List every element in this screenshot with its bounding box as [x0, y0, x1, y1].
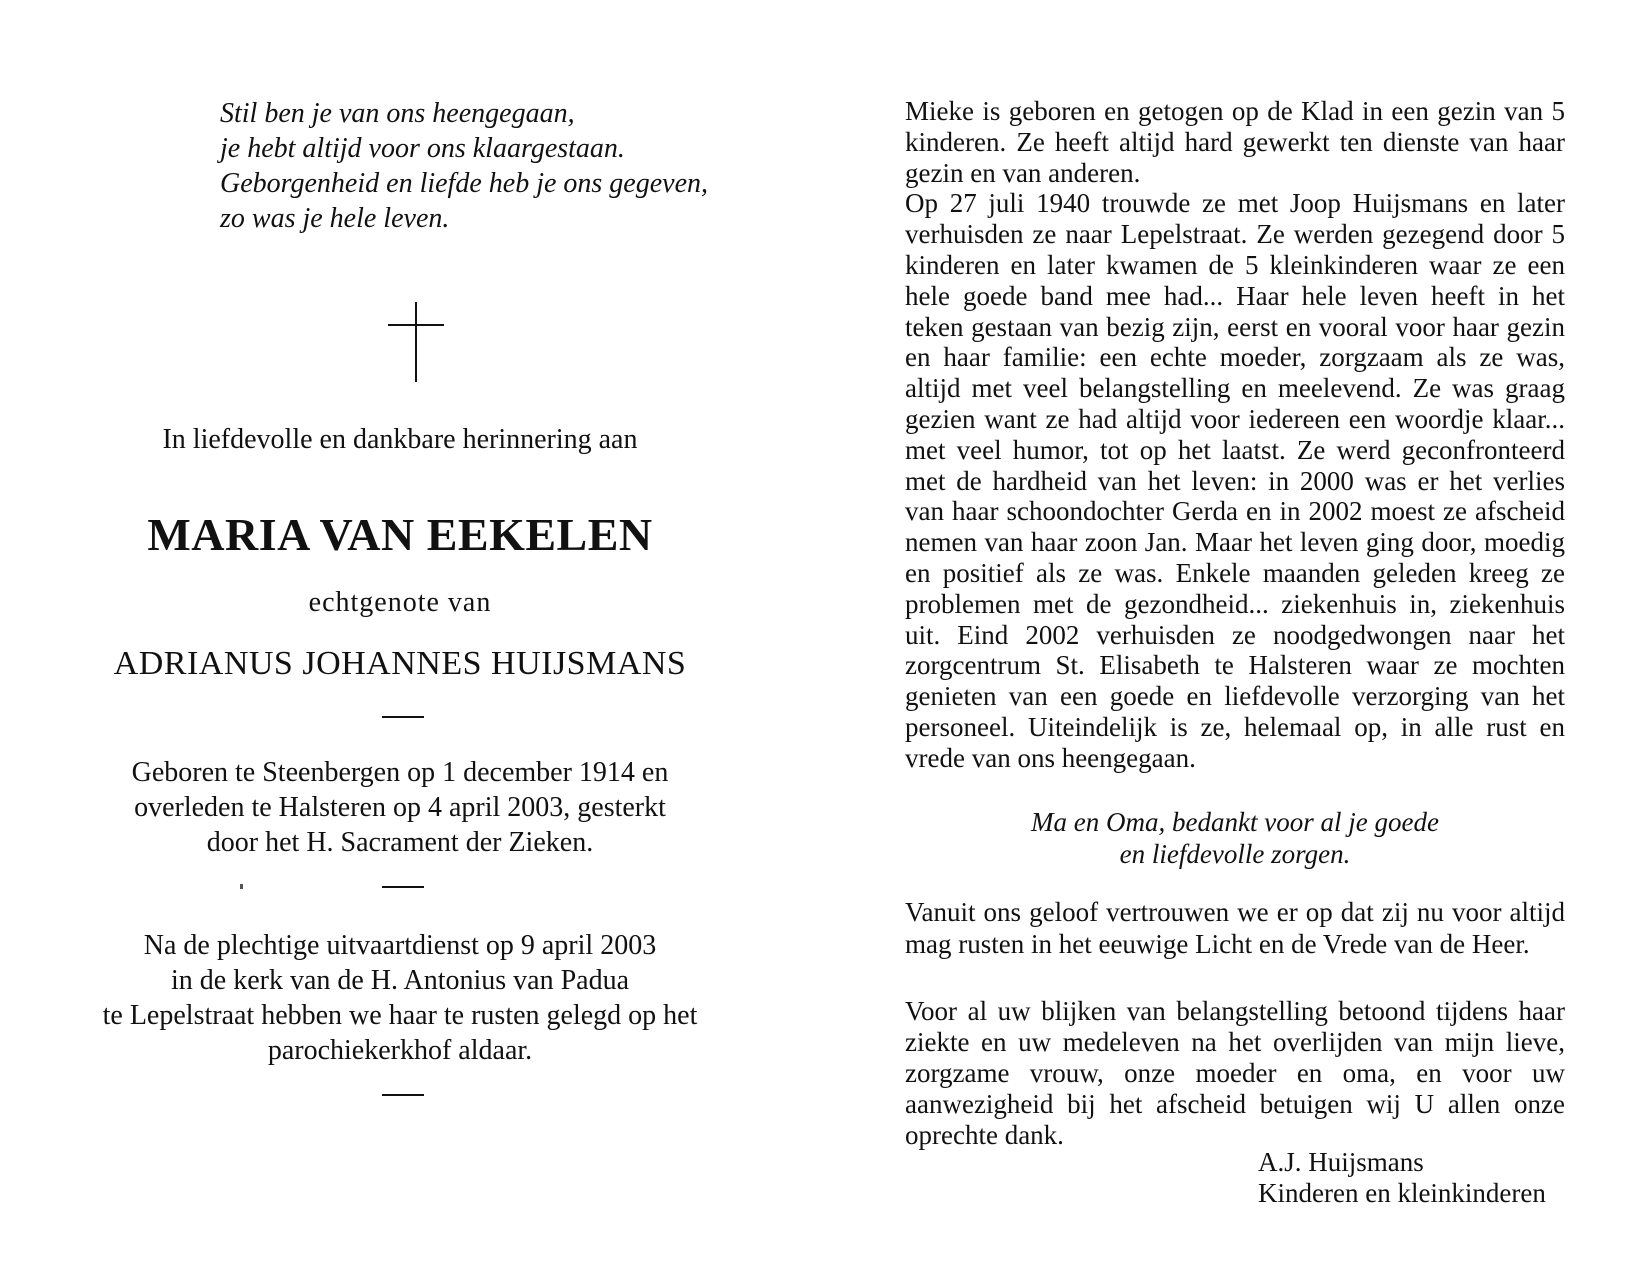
signature-line: Kinderen en kleinkinderen: [1258, 1177, 1546, 1208]
divider: [382, 886, 424, 888]
divider: [382, 1094, 424, 1096]
faith-statement: Vanuit ons geloof vertrouwen we er op dat zij nu voor altijd mag rusten in het eeuwige Licht en de Vrede van de Heer.: [905, 896, 1565, 959]
cross-icon: [388, 302, 444, 382]
divider: [382, 716, 424, 718]
poem-line: zo was je hele leven.: [220, 203, 450, 234]
signature-line: A.J. Huijsmans: [1258, 1146, 1424, 1177]
poem-line: Geborgenheid en liefde heb je ons gegeven,: [220, 168, 709, 199]
funeral-line: parochiekerkhof aldaar.: [267, 1035, 533, 1066]
gratitude-note: Voor al uw blijken van belangstelling betoond tijdens haar ziekte en uw medeleven na het overlijden van mijn lieve, zorgzame vrouw, onze moeder en oma, en voor uw aanwezigheid bij het afscheid betuigen wij U allen onze oprechte dank.: [905, 995, 1565, 1150]
thanks-line: Ma en Oma, bedankt voor al je goede: [1031, 806, 1439, 837]
signature: [1258, 1147, 1565, 1209]
poem-line: Stil ben je van ons heengegaan,: [220, 98, 575, 129]
dates-line: overleden te Halsteren op 4 april 2003, gesterkt: [134, 792, 666, 823]
funeral-details: [60, 928, 740, 1068]
spouse-label: echtgenote van: [308, 587, 492, 618]
poem: [220, 96, 708, 236]
right-panel: [905, 96, 1565, 1266]
memory-line: In liefdevolle en dankbare herinnering aan: [162, 424, 638, 455]
bio-paragraph: Op 27 juli 1940 trouwde ze met Joop Huijsmans en later verhuisden ze naar Lepelstraat. Ze werden gezegend door 5 kinderen en later kwamen de 5 kleinkinderen waar ze een hele goede band mee had... Haar hele leven heeft in het teken gestaan van bezig zijn, eerst en vooral voor haar gezin en haar familie: een echte moeder, zorgzaam als ze was, altijd met veel belangstelling en meelevend. Ze was graag gezien want ze had altijd voor iedereen een woordje klaar... met veel humor, tot op het laatst. Ze werd geconfronteerd met de hardheid van het leven: in 2000 was er het verlies van haar schoondochter Gerda en in 2002 moest ze afscheid nemen van haar zoon Jan. Maar het leven ging door, moedig en positief als ze was. Enkele maanden geleden kreeg ze problemen met de gezondheid... ziekenhuis in, ziekenhuis uit. Eind 2002 verhuisden ze noodgedwongen naar het zorgcentrum St. Elisabeth te Halsteren waar ze mochten genieten van een goede en liefdevolle verzorging van het personeel. Uiteindelijk is ze, helemaal op, in alle rust en vrede van ons heengegaan.: [905, 188, 1565, 773]
funeral-line: Na de plechtige uitvaartdienst op 9 april 2003: [143, 930, 657, 961]
thanks-line: en liefdevolle zorgen.: [1119, 838, 1351, 869]
spouse-name: ADRIANUS JOHANNES HUIJSMANS: [113, 645, 687, 682]
deceased-name: MARIA VAN EEKELEN: [147, 509, 653, 560]
funeral-line: te Lepelstraat hebben we haar te rusten gelegd op het: [102, 1000, 698, 1031]
birth-death-dates: [60, 755, 740, 860]
funeral-line: in de kerk van de H. Antonius van Padua: [170, 965, 630, 996]
poem-line: je hebt altijd voor ons klaargestaan.: [220, 133, 625, 164]
left-panel: [60, 0, 740, 1276]
print-speck: [240, 884, 243, 889]
dates-line: door het H. Sacrament der Zieken.: [206, 827, 594, 858]
bio-paragraph: Mieke is geboren en getogen op de Klad in een gezin van 5 kinderen. Ze heeft altijd hard gewerkt ten dienste van haar gezin en van anderen.: [905, 96, 1565, 188]
dates-line: Geboren te Steenbergen op 1 december 1914 en: [131, 757, 669, 788]
thanks-verse: [905, 806, 1565, 870]
biography: [905, 96, 1565, 774]
